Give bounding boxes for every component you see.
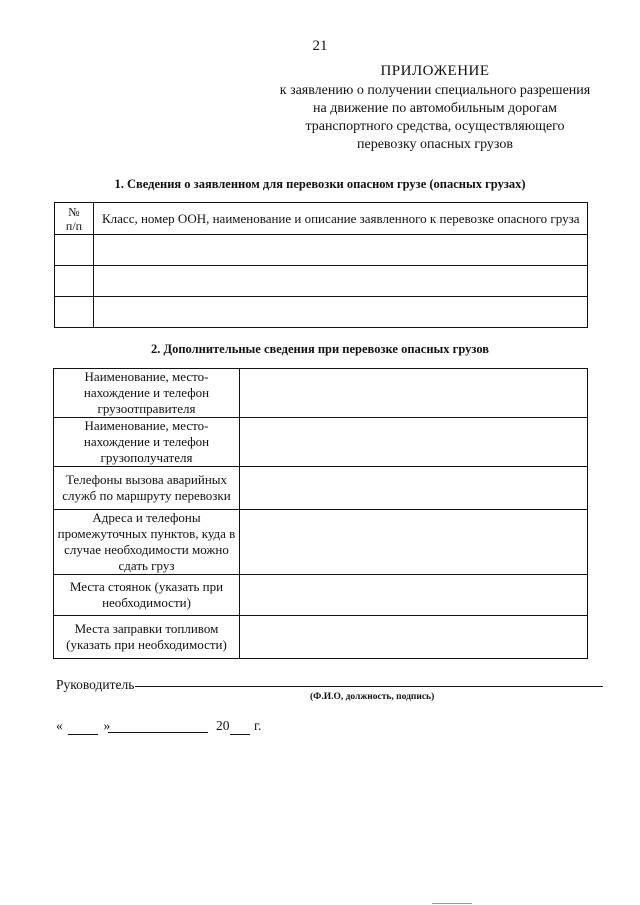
col-number-abbr: п/п: [65, 218, 83, 233]
appendix-line: на движение по автомобильным дорогам: [312, 101, 557, 116]
year-prefix: 20: [216, 718, 230, 733]
appendix-line: к заявлению о получении специального разрешения: [279, 83, 591, 98]
signature-caption: (Ф.И.О, должность, подпись): [310, 692, 435, 702]
appendix-header: [270, 62, 600, 154]
col-number-symbol: №: [68, 204, 80, 219]
table-row: [54, 510, 588, 575]
page-number: 21: [312, 38, 328, 54]
scan-artifact: [432, 903, 472, 904]
fuel-stations-label: Места заправки топливом (указать при необходимости): [54, 616, 240, 659]
table-row: [54, 575, 588, 616]
section1-heading: 1. Сведения о заявленном для перевозки опасном грузе (опасных грузах): [114, 177, 526, 191]
appendix-line: перевозку опасных грузов: [356, 137, 513, 152]
table-row: [55, 235, 588, 266]
parking-places-value-cell[interactable]: [240, 575, 588, 616]
date-day-field: [56, 718, 110, 735]
cargo-number-cell[interactable]: [55, 235, 94, 266]
cargo-number-cell[interactable]: [55, 297, 94, 328]
appendix-line: транспортного средства, осуществляющего: [305, 119, 565, 134]
fuel-stations-value-cell[interactable]: [240, 616, 588, 659]
parking-places-label: Места стоянок (указать при необходимости): [54, 575, 240, 616]
emergency-phones-label: Телефоны вызова аварийных служб по маршруту перевозки: [54, 467, 240, 510]
close-quote: »: [103, 718, 111, 733]
consignee-label: Наименование, место-нахождение и телефон грузополучателя: [54, 418, 240, 467]
shipper-label: Наименование, место-нахождение и телефон грузоотправителя: [54, 369, 240, 418]
year-blank[interactable]: [230, 718, 250, 735]
col-number-header: [55, 203, 94, 235]
intermediate-points-value-cell[interactable]: [240, 510, 588, 575]
emergency-phones-value-cell[interactable]: [240, 467, 588, 510]
cargo-number-cell[interactable]: [55, 266, 94, 297]
intermediate-points-label: Адреса и телефоны промежуточных пунктов, куда в случае необходимости можно сдать груз: [54, 510, 240, 575]
table-row: [54, 369, 588, 418]
additional-info-table: [53, 368, 588, 659]
cargo-description-cell[interactable]: [94, 297, 588, 328]
table-row: [54, 616, 588, 659]
table-row: [54, 467, 588, 510]
cargo-description-cell[interactable]: [94, 266, 588, 297]
cargo-description-cell[interactable]: [94, 235, 588, 266]
open-quote: «: [56, 718, 63, 733]
appendix-title: ПРИЛОЖЕНИЕ: [380, 63, 490, 79]
section2-heading: 2. Дополнительные сведения при перевозке опасных грузов: [150, 342, 490, 356]
table-header-row: [55, 203, 588, 235]
year-suffix: г.: [254, 718, 262, 733]
month-blank[interactable]: [108, 732, 208, 733]
table-row: [55, 266, 588, 297]
table-row: [55, 297, 588, 328]
shipper-value-cell[interactable]: [240, 369, 588, 418]
consignee-value-cell[interactable]: [240, 418, 588, 467]
manager-label: Руководитель: [56, 677, 135, 692]
year-field: [216, 718, 250, 735]
day-blank[interactable]: [68, 718, 98, 735]
col-description-header: Класс, номер ООН, наименование и описание заявленного к перевозке опасного груза: [94, 203, 588, 235]
table-row: [54, 418, 588, 467]
manager-signature-line[interactable]: [135, 686, 603, 687]
cargo-table: [54, 202, 588, 328]
